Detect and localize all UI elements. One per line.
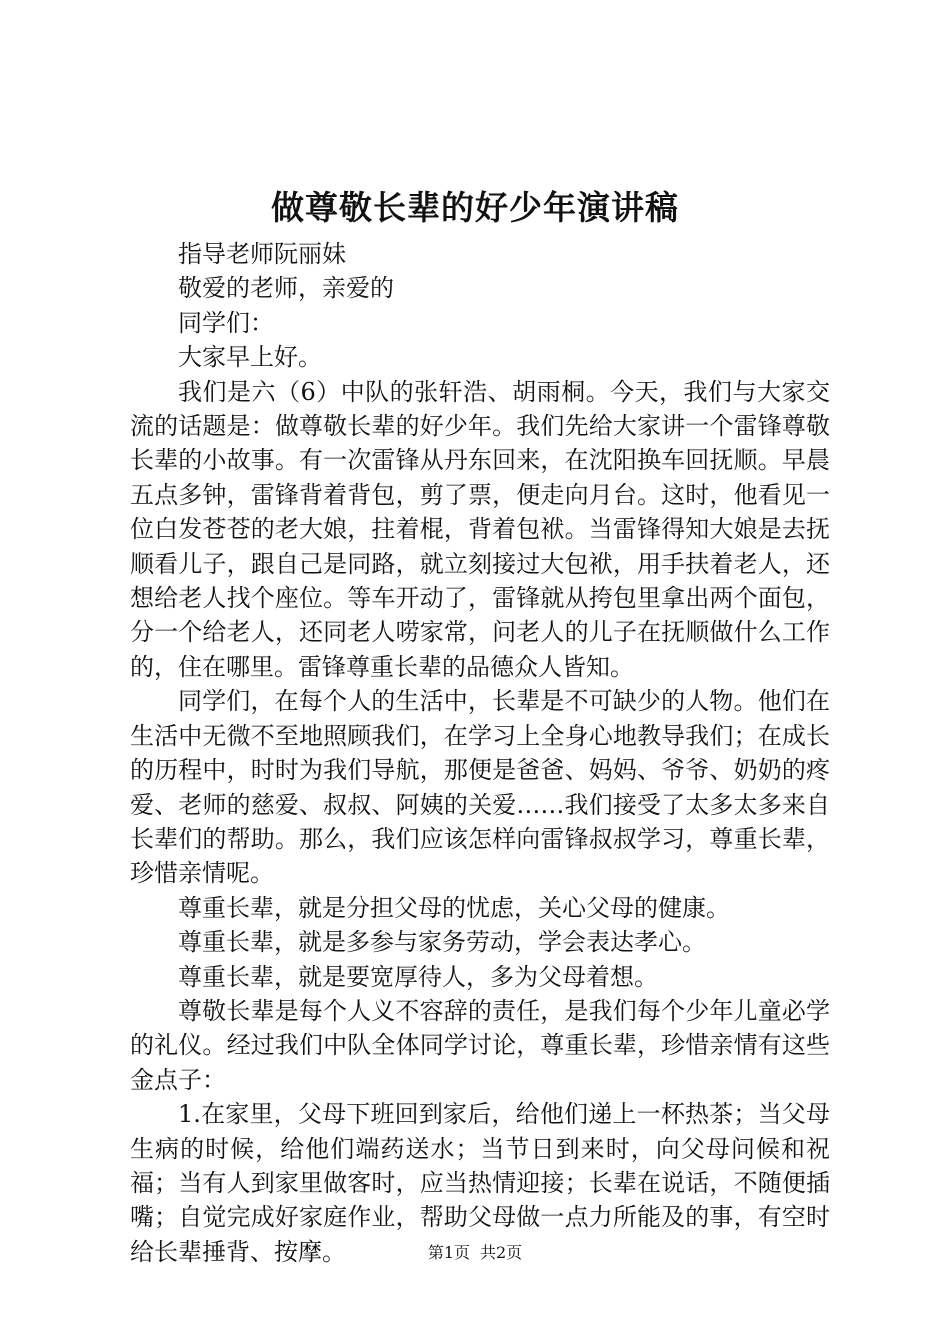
page-footer (0, 1242, 950, 1264)
paragraph-duty: 尊敬长辈是每个人义不容辞的责任，是我们每个少年儿童必学的礼仪。经过我们中队全体同学讨论，尊重长辈，珍惜亲情有这些金点子： (130, 996, 830, 1094)
document-body (130, 237, 830, 1269)
paragraph-salutation-1: 敬爱的老师，亲爱的 (178, 274, 394, 303)
paragraph-advisor: 指导老师阮丽妹 (178, 240, 346, 268)
paragraph-respect-1: 尊重长辈，就是分担父母的忧虑，关心父母的健康。 (178, 893, 730, 922)
page-total: 共2页 (480, 1243, 523, 1262)
paragraph-story: 我们是六（6）中队的张轩浩、胡雨桐。今天，我们与大家交流的话题是：做尊敬长辈的好少年。我们先给大家讲一个雷锋尊敬长辈的小故事。有一次雷锋从丹东回来，在沈阳换车回抚顺。早晨五点多钟，雷锋背着背包，剪了票，便走向月台。这时，他看见一位白发苍苍的老大娘，拄着棍，背着包袱。当雷锋得知大娘是去抚顺看儿子，跟自己是同路，就立刻接过大包袱，用手扶着老人，还想给老人找个座位。等车开动了，雷锋就从挎包里拿出两个面包，分一个给老人，还同老人唠家常，问老人的儿子在抚顺做什么工作的，住在哪里。雷锋尊重长辈的品德众人皆知。 (130, 377, 830, 681)
page-title: 做尊敬长辈的好少年演讲稿 (271, 188, 679, 227)
paragraph-greeting: 大家早上好。 (178, 343, 322, 372)
page-number: 第1页 (427, 1243, 470, 1262)
paragraph-respect-3: 尊重长辈，就是要宽厚待人，多为父母着想。 (178, 962, 658, 991)
paragraph-respect-2: 尊重长辈，就是多参与家务劳动，学会表达孝心。 (178, 928, 706, 957)
paragraph-tip-1: 1.在家里，父母下班回到家后，给他们递上一杯热茶；当父母生病的时候，给他们端药送水；当节日到来时，向父母问候和祝福；当有人到家里做客时，应当热情迎接；长辈在说话，不随便插嘴；自觉完成好家庭作业，帮助父母做一点力所能及的事，有空时给长辈捶背、按摩。 (130, 1100, 830, 1266)
paragraph-elders: 同学们，在每个人的生活中，长辈是不可缺少的人物。他们在生活中无微不至地照顾我们，在学习上全身心地教导我们；在成长的历程中，时时为我们导航，那便是爸爸、妈妈、爷爷、奶奶的疼爱、老师的慈爱、叔叔、阿姨的关爱……我们接受了太多太多来自长辈们的帮助。那么，我们应该怎样向雷锋叔叔学习，尊重长辈，珍惜亲情呢。 (130, 687, 830, 888)
paragraph-salutation-2: 同学们： (178, 308, 274, 337)
